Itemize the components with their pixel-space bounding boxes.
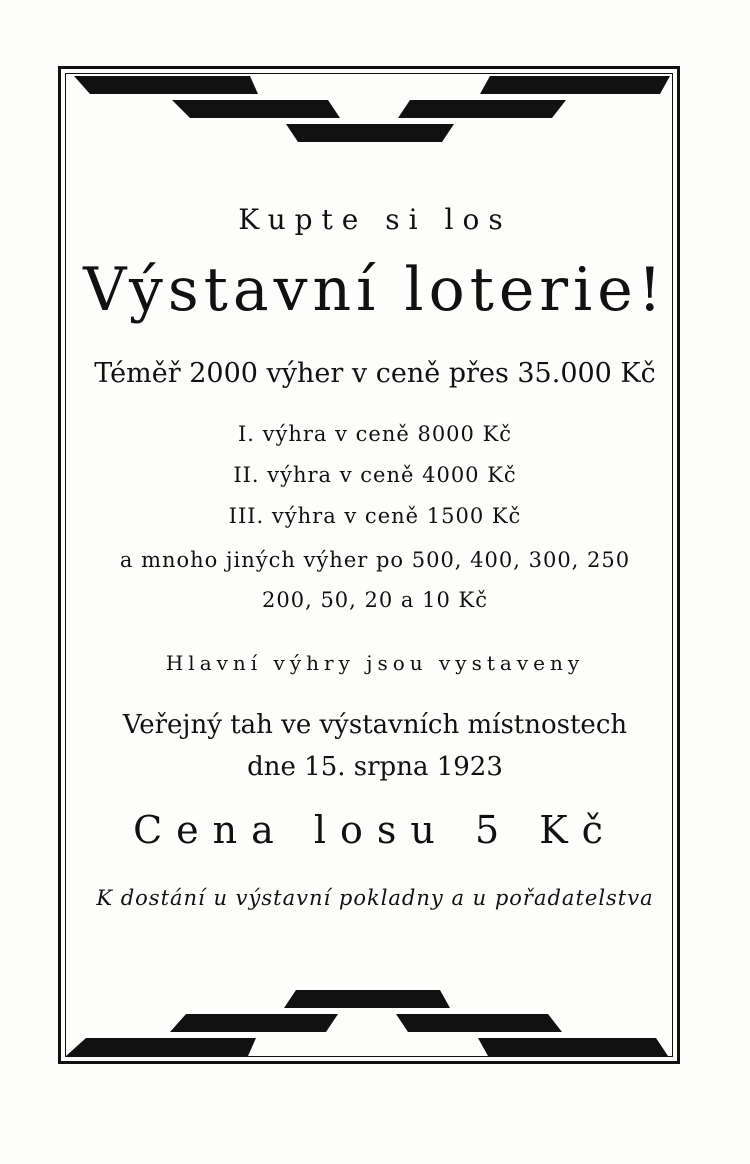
prize-first: I. výhra v ceně 8000 Kč — [237, 422, 513, 446]
ticket-price: Cena losu 5 Kč — [133, 808, 617, 852]
headline-small: Kupte si los — [238, 203, 512, 236]
top-ornament-bar-left-middle — [172, 100, 340, 118]
bottom-ornament-bar-right-lower — [478, 1038, 668, 1056]
bottom-ornament-bar-left-middle — [170, 1014, 338, 1032]
availability-note: K dostání u výstavní pokladny a u pořadatelstva — [96, 886, 654, 910]
top-ornament-bar-right-middle — [398, 100, 566, 118]
poster-subtitle: Téměř 2000 výher v ceně přes 35.000 Kč — [94, 358, 656, 389]
draw-line-1: Veřejný tah ve výstavních místnostech — [122, 710, 628, 740]
main-prizes-note: Hlavní výhry jsou vystaveny — [165, 651, 585, 675]
other-prizes-line-2: 200, 50, 20 a 10 Kč — [262, 588, 488, 612]
prize-third: III. výhra v ceně 1500 Kč — [228, 504, 522, 528]
bottom-ornament-bar-center — [284, 990, 450, 1008]
other-prizes-line-1: a mnoho jiných výher po 500, 400, 300, 250 — [119, 548, 631, 572]
top-ornament-bar-left-upper — [74, 76, 258, 94]
top-ornament-bar-right-upper — [480, 76, 670, 94]
top-ornament — [0, 70, 750, 160]
poster-title: Výstavní loterie! — [83, 255, 667, 325]
draw-date: dne 15. srpna 1923 — [247, 752, 503, 782]
bottom-ornament-bar-right-middle — [396, 1014, 562, 1032]
prize-second: II. výhra v ceně 4000 Kč — [233, 463, 517, 487]
top-ornament-bar-center — [286, 124, 454, 142]
bottom-ornament — [0, 984, 750, 1074]
bottom-ornament-bar-left-lower — [66, 1038, 256, 1056]
